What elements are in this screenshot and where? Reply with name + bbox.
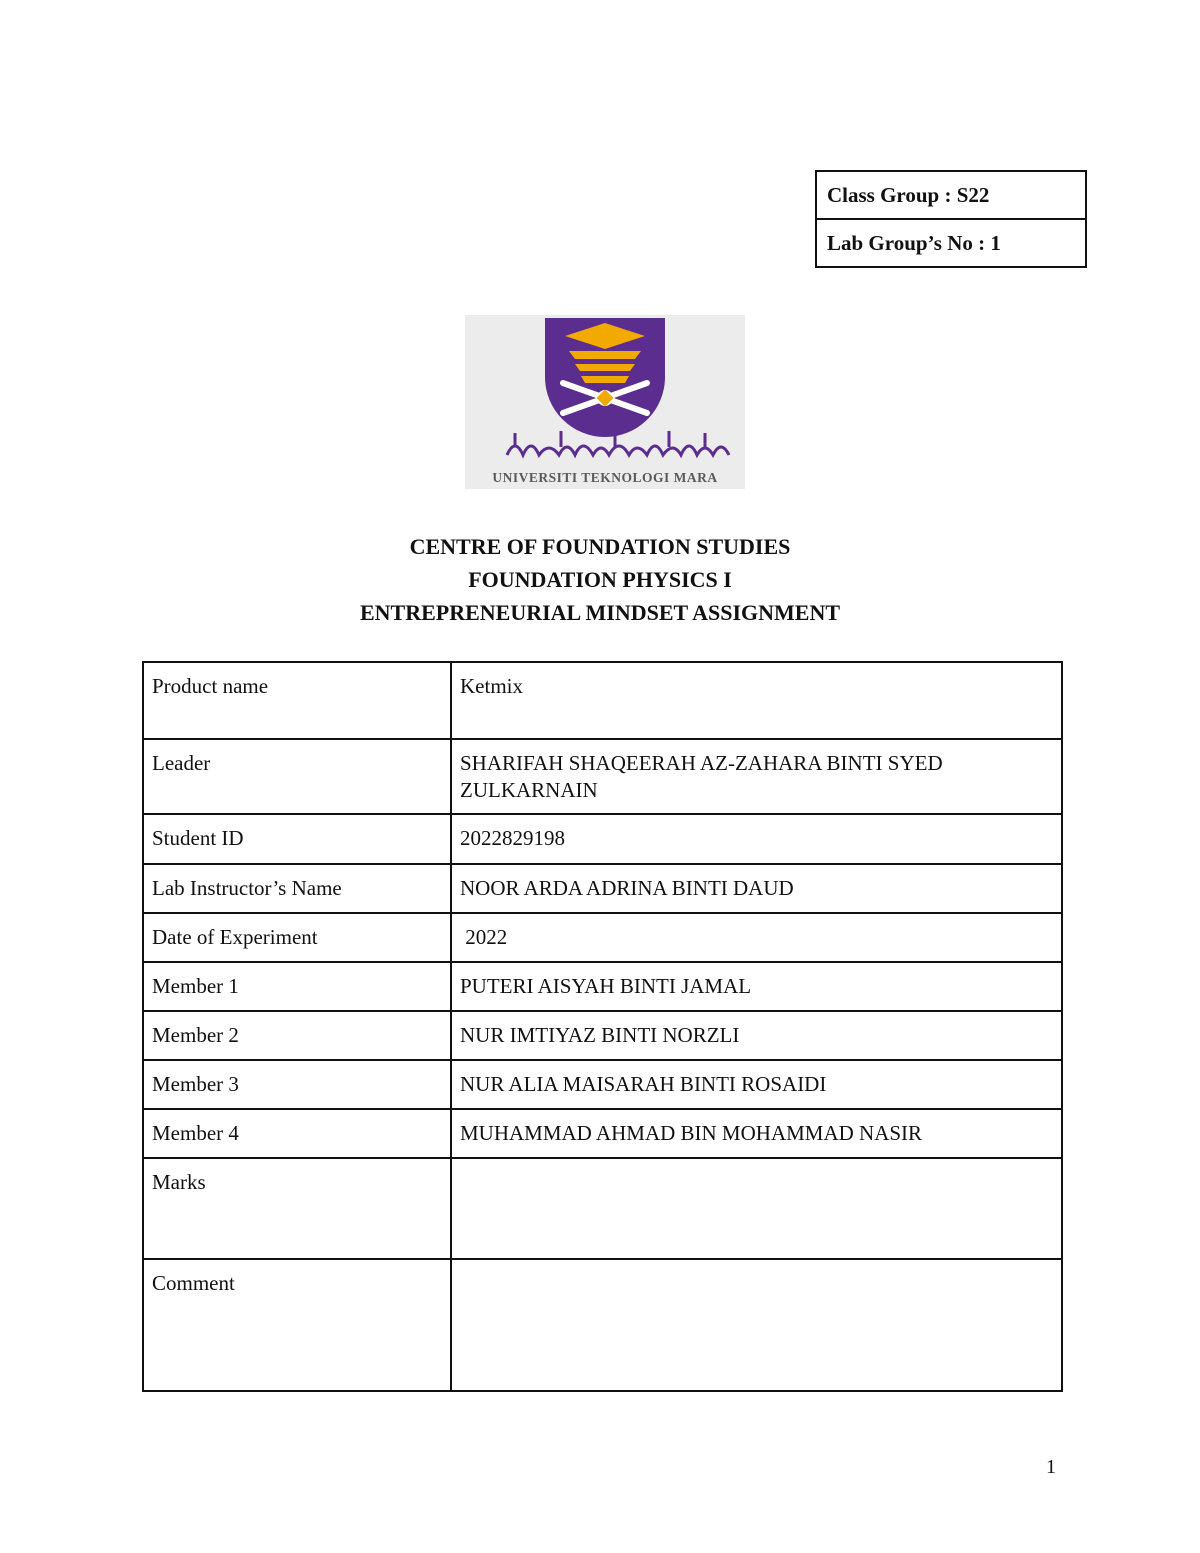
university-logo [465,315,745,489]
row-label: Date of Experiment [143,913,451,962]
row-label: Member 1 [143,962,451,1011]
row-value: PUTERI AISYAH BINTI JAMAL [451,962,1062,1011]
row-label: Student ID [143,814,451,864]
row-value: 2022829198 [451,814,1062,864]
row-value: Ketmix [451,662,1062,739]
table-row [143,913,1062,962]
table-row [143,739,1062,814]
row-value: 2022 [451,913,1062,962]
table-row [143,1011,1062,1060]
assignment-info-table [142,661,1063,1392]
table-row [143,962,1062,1011]
table-row [143,1158,1062,1259]
table-row [143,864,1062,913]
crest-icon [465,315,745,489]
heading-assignment: ENTREPRENEURIAL MINDSET ASSIGNMENT [359,600,841,625]
row-label: Leader [143,739,451,814]
table-row [143,1060,1062,1109]
row-value [451,1158,1062,1259]
table-row [143,1109,1062,1158]
row-label: Member 3 [143,1060,451,1109]
class-group: Class Group : S22 [816,171,1086,219]
table-row [143,662,1062,739]
heading-centre: CENTRE OF FOUNDATION STUDIES [409,534,791,559]
row-value [451,1259,1062,1391]
row-value: SHARIFAH SHAQEERAH AZ-ZAHARA BINTI SYED ZULKARNAIN [451,739,1062,814]
document-headings [0,530,1200,629]
row-value: MUHAMMAD AHMAD BIN MOHAMMAD NASIR [451,1109,1062,1158]
row-label: Marks [143,1158,451,1259]
lab-group-number: Lab Group’s No : 1 [816,219,1086,267]
table-row [143,1259,1062,1391]
row-value: NUR IMTIYAZ BINTI NORZLI [451,1011,1062,1060]
class-info-box [815,170,1087,268]
page-number: 1 [1046,1456,1056,1478]
row-label: Member 2 [143,1011,451,1060]
row-label: Member 4 [143,1109,451,1158]
row-value: NUR ALIA MAISARAH BINTI ROSAIDI [451,1060,1062,1109]
row-label: Lab Instructor’s Name [143,864,451,913]
table-row [143,814,1062,864]
logo-caption: UNIVERSITI TEKNOLOGI MARA [492,470,718,485]
row-label: Product name [143,662,451,739]
row-label: Comment [143,1259,451,1391]
row-value: NOOR ARDA ADRINA BINTI DAUD [451,864,1062,913]
heading-course: FOUNDATION PHYSICS I [468,567,732,592]
